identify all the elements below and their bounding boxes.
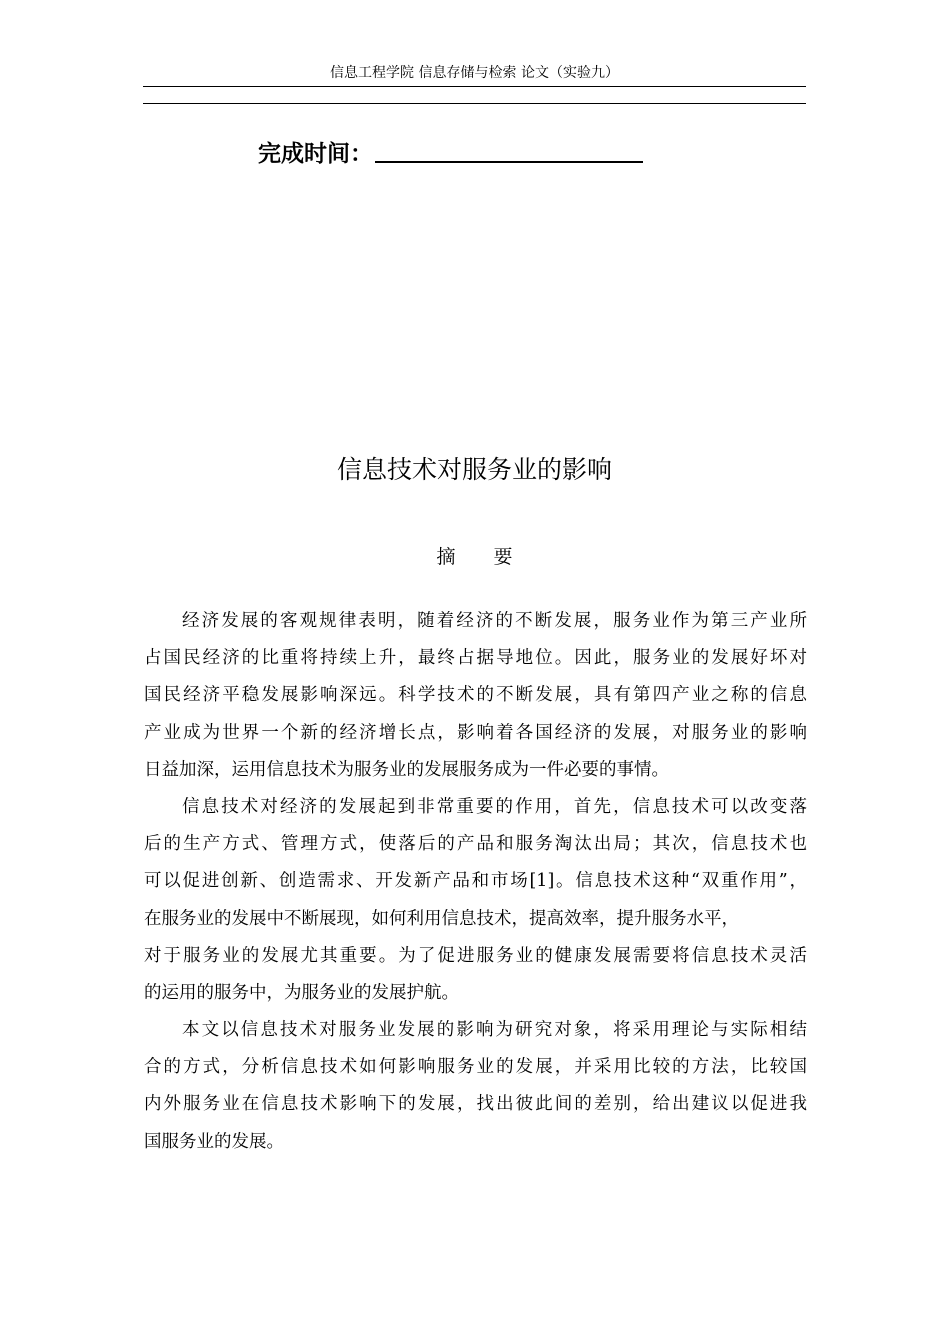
- completion-time-blank: [375, 161, 643, 163]
- abstract-line: 在服务业的发展中不断展现，如何利用信息技术，提高效率，提升服务水平，: [144, 908, 739, 929]
- abstract-line: 可以促进创新、创造需求、开发新产品和市场[1]。信息技术这种“双重作用”，: [144, 871, 807, 892]
- abstract-line: 合的方式，分析信息技术如何影响服务业的发展，并采用比较的方法，比较国: [144, 1057, 807, 1078]
- abstract-body: [144, 603, 807, 1161]
- completion-time-label: 完成时间：: [258, 141, 373, 167]
- running-header: 信息工程学院 信息存储与检索 论文（实验九）: [330, 65, 619, 81]
- abstract-line: 经济发展的客观规律表明，随着经济的不断发展，服务业作为第三产业所: [182, 611, 807, 631]
- header-rule-bottom: [143, 103, 806, 104]
- abstract-line: 内外服务业在信息技术影响下的发展，找出彼此间的差别，给出建议以促进我: [144, 1094, 807, 1115]
- abstract-line: 占国民经济的比重将持续上升，最终占据导地位。因此，服务业的发展好坏对: [144, 648, 807, 669]
- abstract-heading: 摘要: [436, 546, 551, 568]
- abstract-line: 本文以信息技术对服务业发展的影响为研究对象，将采用理论与实际相结: [182, 1020, 807, 1041]
- abstract-line: 信息技术对经济的发展起到非常重要的作用，首先，信息技术可以改变落: [182, 796, 807, 817]
- completion-time-row: [258, 134, 643, 170]
- abstract-line: 产业成为世界一个新的经济增长点，影响着各国经济的发展，对服务业的影响: [144, 722, 807, 743]
- header-rule-top: [143, 86, 806, 87]
- abstract-line: 的运用的服务中，为服务业的发展护航。: [144, 982, 459, 1003]
- abstract-line: 对于服务业的发展尤其重要。为了促进服务业的健康发展需要将信息技术灵活: [144, 945, 807, 966]
- abstract-line: 后的生产方式、管理方式，使落后的产品和服务淘汰出局；其次，信息技术也: [144, 834, 807, 855]
- abstract-line: 国服务业的发展。: [144, 1131, 284, 1152]
- abstract-line: 日益加深，运用信息技术为服务业的发展服务成为一件必要的事情。: [144, 759, 669, 780]
- abstract-line: 国民经济平稳发展影响深远。科学技术的不断发展，具有第四产业之称的信息: [144, 685, 807, 706]
- paper-title: 信息技术对服务业的影响: [336, 455, 612, 484]
